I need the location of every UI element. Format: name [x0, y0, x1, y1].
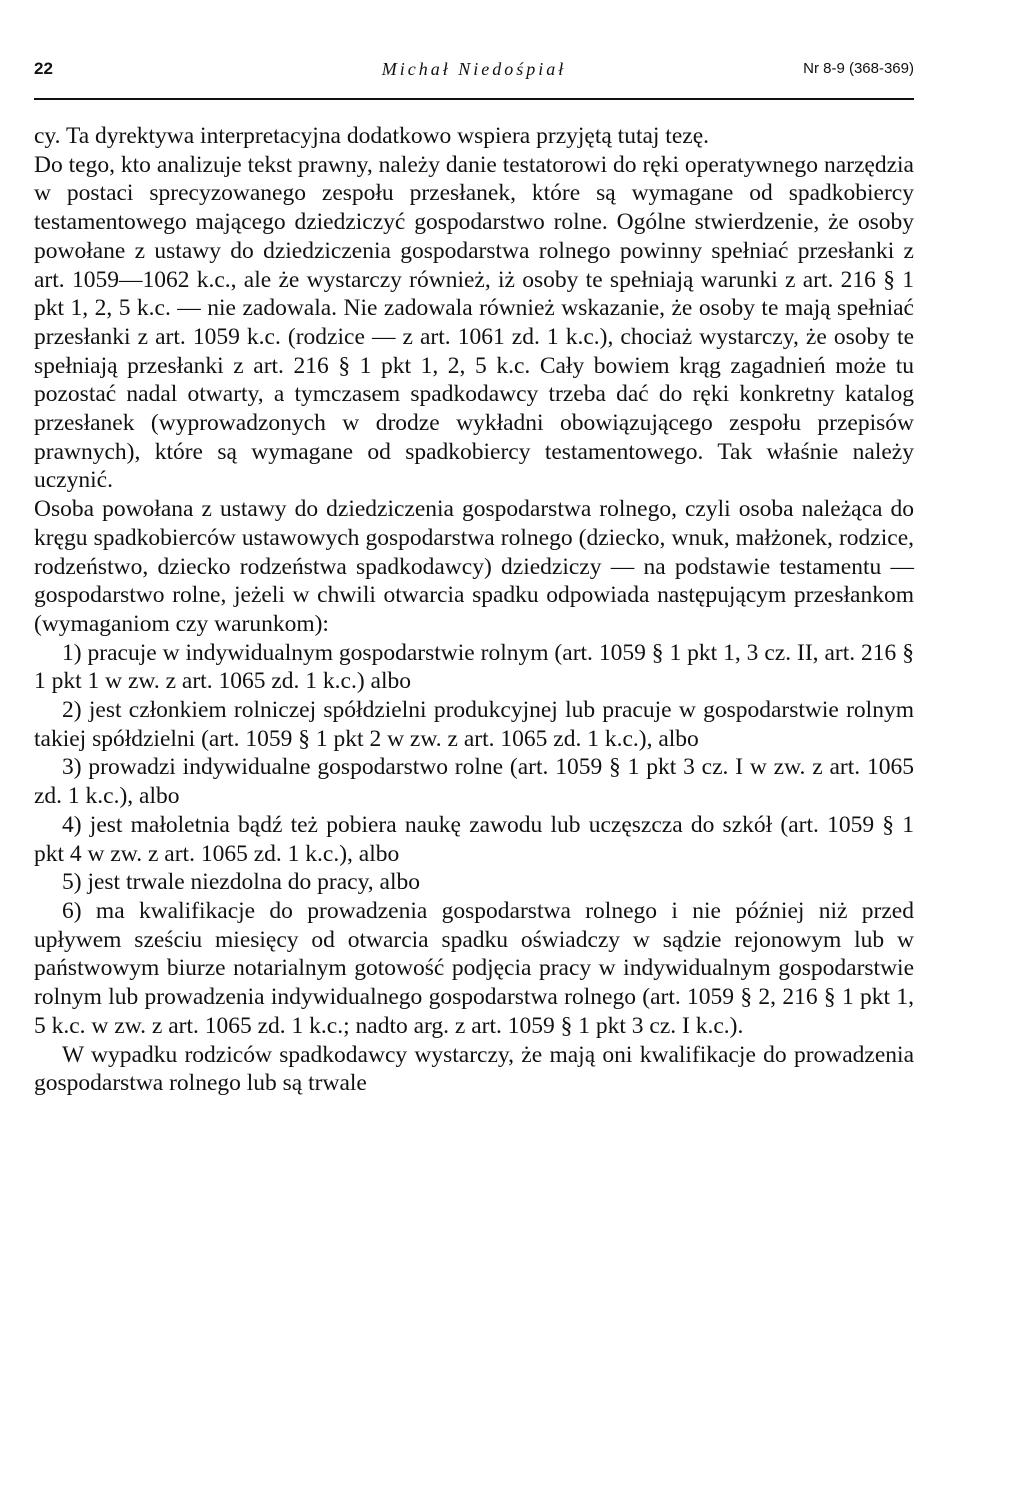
page-number: 22 — [34, 59, 53, 78]
list-item: 1) pracuje w indywidualnym gospodarstwie rolnym (art. 1059 § 1 pkt 1, 3 cz. II, art. 216 § 1 pkt 1 w zw. z art. 1065 zd. 1 k.c.) albo — [34, 639, 914, 695]
author-name: Michał Niedośpiał — [381, 59, 567, 79]
body-text — [34, 122, 914, 1098]
header-rule — [34, 98, 914, 100]
paragraph: W wypadku rodziców spadkodawcy wystarczy, że mają oni kwalifikacje do prowadzenia gospodarstwa rolnego lub są trwale — [34, 1041, 914, 1097]
list-item: 4) jest małoletnia bądź też pobiera naukę zawodu lub uczęszcza do szkół (art. 1059 § 1 pkt 4 w zw. z art. 1065 zd. 1 k.c.), albo — [34, 811, 914, 867]
issue-number: Nr 8-9 (368-369) — [803, 60, 914, 77]
paragraph: Do tego, kto analizuje tekst prawny, należy danie testatorowi do ręki operatywnego narzędzia w postaci sprecyzowanego zespołu przesłanek, które są wymagane od spadkobiercy testamentowego mającego dziedziczyć gospodarstwo rolne. Ogólne stwierdzenie, że osoby powołane z ustawy do dziedziczenia gospodarstwa rolnego powinny spełniać przesłanki z art. 1059—1062 k.c., ale że wystarczy również, iż osoby te spełniają warunki z art. 216 § 1 pkt 1, 2, 5 k.c. — nie zadowala. Nie zadowala również wskazanie, że osoby te mają spełniać przesłanki z art. 1059 k.c. (rodzice — z art. 1061 zd. 1 k.c.), chociaż wystarczy, że osoby te spełniają przesłanki z art. 216 § 1 pkt 1, 2, 5 k.c. Cały bowiem krąg zagadnień może tu pozostać nadal otwarty, a tymczasem spadkodawcy trzeba dać do ręki konkretny katalog przesłanek (wyprowadzonych w drodze wykładni obowiązującego zespołu przepisów prawnych), które są wymagane od spadkobiercy testamentowego. Tak właśnie należy uczynić. — [34, 151, 914, 494]
list-item: 3) prowadzi indywidualne gospodarstwo rolne (art. 1059 § 1 pkt 3 cz. I w zw. z art. 1065 zd. 1 k.c.), albo — [34, 754, 914, 810]
paragraph: cy. Ta dyrektywa interpretacyjna dodatkowo wspiera przyjętą tutaj tezę. — [34, 123, 710, 149]
list-item: 2) jest członkiem rolniczej spółdzielni produkcyjnej lub pracuje w gospodarstwie rolnym takiej spółdzielni (art. 1059 § 1 pkt 2 w zw. z art. 1065 zd. 1 k.c.), albo — [34, 697, 914, 752]
paragraph: Osoba powołana z ustawy do dziedziczenia gospodarstwa rolnego, czyli osoba należąca do kręgu spadkobierców ustawowych gospodarstwa rolnego (dziecko, wnuk, małżonek, rodzice, rodzeństwo, dziecko rodzeństwa spadkodawcy) dziedziczy — na podstawie testamentu — gospodarstwo rolne, jeżeli w chwili otwarcia spadku odpowiada następującym przesłankom (wymaganiom czy warunkom): — [34, 496, 914, 637]
document-page — [34, 52, 914, 1098]
list-item: 6) ma kwalifikacje do prowadzenia gospodarstwa rolnego i nie później niż przed upływem sześciu miesięcy od otwarcia spadku oświadczy w sądzie rejonowym lub w państwowym biurze notarialnym gotowość podjęcia pracy w indywidualnym gospodarstwie rolnym lub prowadzenia indywidualnego gospodarstwa rolnego (art. 1059 § 2, 216 § 1 pkt 1, 5 k.c. w zw. z art. 1065 zd. 1 k.c.; nadto arg. z art. 1059 § 1 pkt 3 cz. I k.c.). — [34, 897, 914, 1039]
running-header — [34, 52, 914, 86]
list-item: 5) jest trwale niezdolna do pracy, albo — [62, 869, 421, 896]
